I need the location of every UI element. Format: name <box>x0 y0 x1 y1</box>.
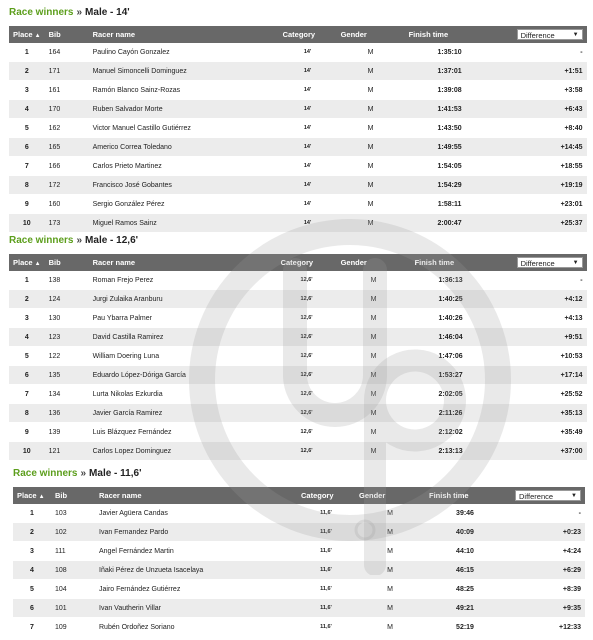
bib-cell: 138 <box>45 271 89 290</box>
finish-time-cell: 48:25 <box>425 580 505 599</box>
racer-name-cell: Ivan Fernandez Pardo <box>95 523 297 542</box>
table-row[interactable] <box>9 195 587 214</box>
bib-cell: 161 <box>45 81 89 100</box>
place-cell: 3 <box>13 542 51 561</box>
racer-name-cell: Paulino Cayón Gonzalez <box>89 43 279 62</box>
category-cell: 14' <box>279 81 337 100</box>
place-cell: 8 <box>9 176 45 195</box>
table-row[interactable] <box>13 618 585 637</box>
place-column-header[interactable]: Place ▲ <box>13 487 51 504</box>
gender-cell: M <box>337 423 411 442</box>
place-cell: 1 <box>13 504 51 523</box>
finish-time-cell: 1:54:05 <box>405 157 495 176</box>
bib-cell: 166 <box>45 157 89 176</box>
category-cell: 12,6' <box>277 366 337 385</box>
bib-cell: 160 <box>45 195 89 214</box>
chevron-down-icon: ▼ <box>571 493 577 499</box>
results-body <box>9 43 587 233</box>
difference-cell: +25:37 <box>495 214 587 233</box>
bib-cell: 135 <box>45 366 89 385</box>
section-title <box>13 467 585 481</box>
gender-cell: M <box>355 504 425 523</box>
gender-cell: M <box>337 214 405 233</box>
racer-name-cell: Angel Fernández Martin <box>95 542 297 561</box>
finish-time-cell: 39:46 <box>425 504 505 523</box>
place-cell: 5 <box>13 580 51 599</box>
racer-name-column-header[interactable]: Racer name <box>95 487 297 504</box>
table-row[interactable] <box>9 214 587 233</box>
finish-time-cell: 1:41:53 <box>405 100 495 119</box>
category-cell: 14' <box>279 157 337 176</box>
table-header <box>13 487 585 504</box>
table-row[interactable] <box>9 328 587 347</box>
difference-cell: +23:01 <box>495 195 587 214</box>
place-column-header[interactable]: Place ▲ <box>9 254 45 271</box>
racer-name-cell: Francisco José Gobantes <box>89 176 279 195</box>
finish-time-cell: 1:46:04 <box>411 328 491 347</box>
bib-cell: 122 <box>45 347 89 366</box>
race-winners-link[interactable]: Race winners <box>9 235 74 246</box>
finish-time-cell: 1:53:27 <box>411 366 491 385</box>
bib-cell: 121 <box>45 442 89 461</box>
gender-cell: M <box>355 580 425 599</box>
bib-cell: 111 <box>51 542 95 561</box>
racer-name-cell: Carlos Prieto Martinez <box>89 157 279 176</box>
racer-name-cell: Roman Frejo Perez <box>89 271 277 290</box>
bib-column-header[interactable]: Bib <box>51 487 95 504</box>
racer-name-cell: Iñaki Pérez de Unzueta Isacelaya <box>95 561 297 580</box>
racer-name-cell: Miguel Ramos Sainz <box>89 214 279 233</box>
bib-cell: 172 <box>45 176 89 195</box>
gender-cell: M <box>355 561 425 580</box>
difference-cell: +14:45 <box>495 138 587 157</box>
results-table <box>13 487 585 637</box>
racer-name-cell: Jurgi Zulaika Aranburu <box>89 290 277 309</box>
gender-cell: M <box>355 599 425 618</box>
difference-cell: +3:58 <box>495 81 587 100</box>
gender-cell: M <box>355 618 425 637</box>
racer-name-cell: Eduardo López-Dóriga García <box>89 366 277 385</box>
difference-cell: - <box>505 504 585 523</box>
table-row[interactable] <box>9 404 587 423</box>
place-cell: 2 <box>13 523 51 542</box>
breadcrumb-separator: » <box>76 7 83 18</box>
racer-name-cell: Javier García Ramirez <box>89 404 277 423</box>
gender-cell: M <box>337 195 405 214</box>
sort-asc-icon: ▲ <box>34 261 41 267</box>
table-row[interactable] <box>9 347 587 366</box>
racer-name-cell: Rubén Ordoñez Soriano <box>95 618 297 637</box>
table-row[interactable] <box>13 561 585 580</box>
race-winners-link[interactable]: Race winners <box>9 7 74 18</box>
difference-cell: +9:35 <box>505 599 585 618</box>
table-header <box>9 254 587 271</box>
finish-time-cell: 1:35:10 <box>405 43 495 62</box>
category-cell: 14' <box>279 43 337 62</box>
table-header <box>9 26 587 43</box>
results-table <box>9 254 587 461</box>
gender-cell: M <box>337 100 405 119</box>
gender-cell: M <box>355 542 425 561</box>
finish-time-cell: 1:58:11 <box>405 195 495 214</box>
place-cell: 6 <box>13 599 51 618</box>
finish-time-cell: 1:37:01 <box>405 62 495 81</box>
finish-time-cell: 1:47:06 <box>411 347 491 366</box>
table-row[interactable] <box>9 62 587 81</box>
racer-name-cell: Jairo Fernández Gutiérrez <box>95 580 297 599</box>
category-cell: 11,6' <box>297 580 355 599</box>
chevron-down-icon: ▼ <box>572 260 579 266</box>
place-cell: 6 <box>9 138 45 157</box>
table-row[interactable] <box>13 580 585 599</box>
section-male-14 <box>9 6 587 233</box>
category-cell: 12,6' <box>277 271 337 290</box>
difference-cell: +25:52 <box>491 385 587 404</box>
table-row[interactable] <box>13 542 585 561</box>
table-row[interactable] <box>13 599 585 618</box>
difference-column-header <box>491 254 587 271</box>
difference-cell: +18:55 <box>495 157 587 176</box>
finish-time-cell: 1:40:25 <box>411 290 491 309</box>
chevron-down-icon: ▼ <box>572 32 579 38</box>
racer-name-cell: Luis Blázquez Fernández <box>89 423 277 442</box>
results-body <box>13 504 585 637</box>
gender-cell: M <box>337 157 405 176</box>
table-row[interactable] <box>9 385 587 404</box>
finish-time-cell: 2:12:02 <box>411 423 491 442</box>
finish-time-cell: 52:19 <box>425 618 505 637</box>
racer-name-cell: Lurta Nikolas Ezkurdia <box>89 385 277 404</box>
bib-cell: 124 <box>45 290 89 309</box>
bib-cell: 170 <box>45 100 89 119</box>
category-cell: 12,6' <box>277 385 337 404</box>
difference-cell: +37:00 <box>491 442 587 461</box>
bib-cell: 162 <box>45 119 89 138</box>
racer-name-cell: Carlos Lopez Dominguez <box>89 442 277 461</box>
table-row[interactable] <box>9 81 587 100</box>
finish-time-cell: 1:49:55 <box>405 138 495 157</box>
place-cell: 9 <box>9 195 45 214</box>
difference-cell: +0:23 <box>505 523 585 542</box>
difference-cell: +35:49 <box>491 423 587 442</box>
place-cell: 2 <box>9 62 45 81</box>
place-cell: 7 <box>9 157 45 176</box>
difference-cell: - <box>491 271 587 290</box>
gender-cell: M <box>337 290 411 309</box>
racer-name-column-header[interactable]: Racer name <box>89 26 279 43</box>
category-cell: 12,6' <box>277 290 337 309</box>
racer-name-cell: Ivan Vautherin Villar <box>95 599 297 618</box>
category-cell: 11,6' <box>297 599 355 618</box>
bib-cell: 136 <box>45 404 89 423</box>
sort-asc-icon: ▲ <box>34 33 41 39</box>
place-cell: 2 <box>9 290 45 309</box>
gender-cell: M <box>337 385 411 404</box>
gender-cell: M <box>337 176 405 195</box>
category-cell: 12,6' <box>277 309 337 328</box>
category-cell: 14' <box>279 100 337 119</box>
category-cell: 14' <box>279 214 337 233</box>
race-winners-link[interactable]: Race winners <box>13 468 78 479</box>
finish-time-cell: 1:43:50 <box>405 119 495 138</box>
gender-column-header[interactable]: Gender <box>355 487 425 504</box>
bib-cell: 123 <box>45 328 89 347</box>
place-cell: 3 <box>9 309 45 328</box>
section-male-12-6 <box>9 234 587 461</box>
gender-cell: M <box>337 43 405 62</box>
table-row[interactable] <box>9 138 587 157</box>
difference-cell: +10:53 <box>491 347 587 366</box>
place-cell: 5 <box>9 119 45 138</box>
category-column-header[interactable]: Category <box>279 26 337 43</box>
difference-cell: +6:43 <box>495 100 587 119</box>
racer-name-cell: Pau Ybarra Palmer <box>89 309 277 328</box>
finish-time-cell: 2:11:26 <box>411 404 491 423</box>
category-cell: 11,6' <box>297 523 355 542</box>
bib-cell: 108 <box>51 561 95 580</box>
table-row[interactable] <box>9 423 587 442</box>
bib-cell: 109 <box>51 618 95 637</box>
place-cell: 1 <box>9 43 45 62</box>
category-cell: 12,6' <box>277 423 337 442</box>
bib-cell: 173 <box>45 214 89 233</box>
bib-cell: 130 <box>45 309 89 328</box>
section-male-11-6 <box>13 467 585 637</box>
difference-cell: +35:13 <box>491 404 587 423</box>
place-cell: 1 <box>9 271 45 290</box>
place-cell: 5 <box>9 347 45 366</box>
finish-time-cell: 1:40:26 <box>411 309 491 328</box>
finish-time-cell: 49:21 <box>425 599 505 618</box>
table-row[interactable] <box>13 504 585 523</box>
place-cell: 10 <box>9 442 45 461</box>
category-cell: 12,6' <box>277 328 337 347</box>
gender-cell: M <box>337 119 405 138</box>
finish-time-column-header[interactable]: Finish time <box>411 254 491 271</box>
place-cell: 7 <box>13 618 51 637</box>
table-row[interactable] <box>9 176 587 195</box>
finish-time-cell: 46:15 <box>425 561 505 580</box>
bib-cell: 104 <box>51 580 95 599</box>
finish-time-cell: 40:09 <box>425 523 505 542</box>
difference-cell: +8:40 <box>495 119 587 138</box>
table-row[interactable] <box>9 43 587 62</box>
difference-cell: +8:39 <box>505 580 585 599</box>
category-cell: 14' <box>279 138 337 157</box>
difference-cell: +19:19 <box>495 176 587 195</box>
gender-cell: M <box>337 347 411 366</box>
place-cell: 3 <box>9 81 45 100</box>
results-table <box>9 26 587 233</box>
place-cell: 8 <box>9 404 45 423</box>
finish-time-cell: 1:54:29 <box>405 176 495 195</box>
difference-cell: +17:14 <box>491 366 587 385</box>
table-row[interactable] <box>9 100 587 119</box>
bib-cell: 139 <box>45 423 89 442</box>
gender-cell: M <box>337 404 411 423</box>
place-cell: 7 <box>9 385 45 404</box>
finish-time-cell: 1:36:13 <box>411 271 491 290</box>
category-title: Male - 14' <box>85 7 130 18</box>
difference-cell: +12:33 <box>505 618 585 637</box>
table-row[interactable] <box>9 309 587 328</box>
gender-cell: M <box>337 309 411 328</box>
racer-name-cell: William Doering Luna <box>89 347 277 366</box>
racer-name-cell: Javier Agüera Candas <box>95 504 297 523</box>
racer-name-cell: Manuel Simoncelli Dominguez <box>89 62 279 81</box>
finish-time-cell: 44:10 <box>425 542 505 561</box>
difference-select[interactable]: Difference ▼ <box>517 29 583 40</box>
category-cell: 11,6' <box>297 561 355 580</box>
section-title <box>9 6 587 20</box>
bib-column-header[interactable]: Bib <box>45 254 89 271</box>
category-title: Male - 11,6' <box>89 468 142 479</box>
category-cell: 11,6' <box>297 618 355 637</box>
difference-column-header <box>505 487 585 504</box>
racer-name-cell: David Castilla Ramirez <box>89 328 277 347</box>
difference-column-header <box>495 26 587 43</box>
finish-time-cell: 2:13:13 <box>411 442 491 461</box>
bib-cell: 171 <box>45 62 89 81</box>
racer-name-cell: Victor Manuel Castillo Gutiérrez <box>89 119 279 138</box>
place-cell: 4 <box>9 100 45 119</box>
place-cell: 4 <box>13 561 51 580</box>
gender-column-header[interactable]: Gender <box>337 254 411 271</box>
category-cell: 14' <box>279 62 337 81</box>
gender-cell: M <box>337 81 405 100</box>
table-row[interactable] <box>9 157 587 176</box>
finish-time-column-header[interactable]: Finish time <box>425 487 505 504</box>
bib-cell: 164 <box>45 43 89 62</box>
bib-cell: 103 <box>51 504 95 523</box>
difference-cell: +1:51 <box>495 62 587 81</box>
category-cell: 12,6' <box>277 442 337 461</box>
results-body <box>9 271 587 461</box>
difference-cell: +4:12 <box>491 290 587 309</box>
category-cell: 12,6' <box>277 347 337 366</box>
bib-cell: 102 <box>51 523 95 542</box>
category-cell: 14' <box>279 176 337 195</box>
sort-asc-icon: ▲ <box>38 494 45 500</box>
difference-select[interactable]: Difference ▼ <box>515 490 581 501</box>
finish-time-cell: 2:02:05 <box>411 385 491 404</box>
section-title <box>9 234 587 248</box>
category-cell: 14' <box>279 119 337 138</box>
finish-time-cell: 1:39:08 <box>405 81 495 100</box>
bib-cell: 134 <box>45 385 89 404</box>
table-row[interactable] <box>9 119 587 138</box>
gender-cell: M <box>337 366 411 385</box>
category-cell: 11,6' <box>297 542 355 561</box>
table-row[interactable] <box>9 442 587 461</box>
difference-cell: +4:24 <box>505 542 585 561</box>
difference-select[interactable]: Difference ▼ <box>517 257 583 268</box>
category-cell: 14' <box>279 195 337 214</box>
gender-cell: M <box>337 271 411 290</box>
place-cell: 9 <box>9 423 45 442</box>
racer-name-cell: Sergio González Pérez <box>89 195 279 214</box>
gender-column-header[interactable]: Gender <box>337 26 405 43</box>
category-cell: 11,6' <box>297 504 355 523</box>
difference-cell: - <box>495 43 587 62</box>
gender-cell: M <box>337 442 411 461</box>
table-row[interactable] <box>9 290 587 309</box>
finish-time-cell: 2:00:47 <box>405 214 495 233</box>
category-column-header[interactable]: Category <box>297 487 355 504</box>
table-row[interactable] <box>9 271 587 290</box>
bib-column-header[interactable]: Bib <box>45 26 89 43</box>
finish-time-column-header[interactable]: Finish time <box>405 26 495 43</box>
racer-name-column-header[interactable]: Racer name <box>89 254 277 271</box>
bib-cell: 165 <box>45 138 89 157</box>
category-title: Male - 12,6' <box>85 235 139 246</box>
breadcrumb-separator: » <box>76 235 83 246</box>
category-column-header[interactable]: Category <box>277 254 337 271</box>
gender-cell: M <box>355 523 425 542</box>
table-row[interactable] <box>9 366 587 385</box>
racer-name-cell: Ramón Blanco Sainz-Rozas <box>89 81 279 100</box>
category-cell: 12,6' <box>277 404 337 423</box>
bib-cell: 101 <box>51 599 95 618</box>
difference-cell: +4:13 <box>491 309 587 328</box>
place-cell: 6 <box>9 366 45 385</box>
gender-cell: M <box>337 62 405 81</box>
difference-cell: +9:51 <box>491 328 587 347</box>
table-row[interactable] <box>13 523 585 542</box>
place-cell: 4 <box>9 328 45 347</box>
gender-cell: M <box>337 328 411 347</box>
breadcrumb-separator: » <box>80 468 87 479</box>
place-cell: 10 <box>9 214 45 233</box>
racer-name-cell: Americo Correa Toledano <box>89 138 279 157</box>
racer-name-cell: Ruben Salvador Morte <box>89 100 279 119</box>
gender-cell: M <box>337 138 405 157</box>
place-column-header[interactable]: Place ▲ <box>9 26 45 43</box>
difference-cell: +6:29 <box>505 561 585 580</box>
